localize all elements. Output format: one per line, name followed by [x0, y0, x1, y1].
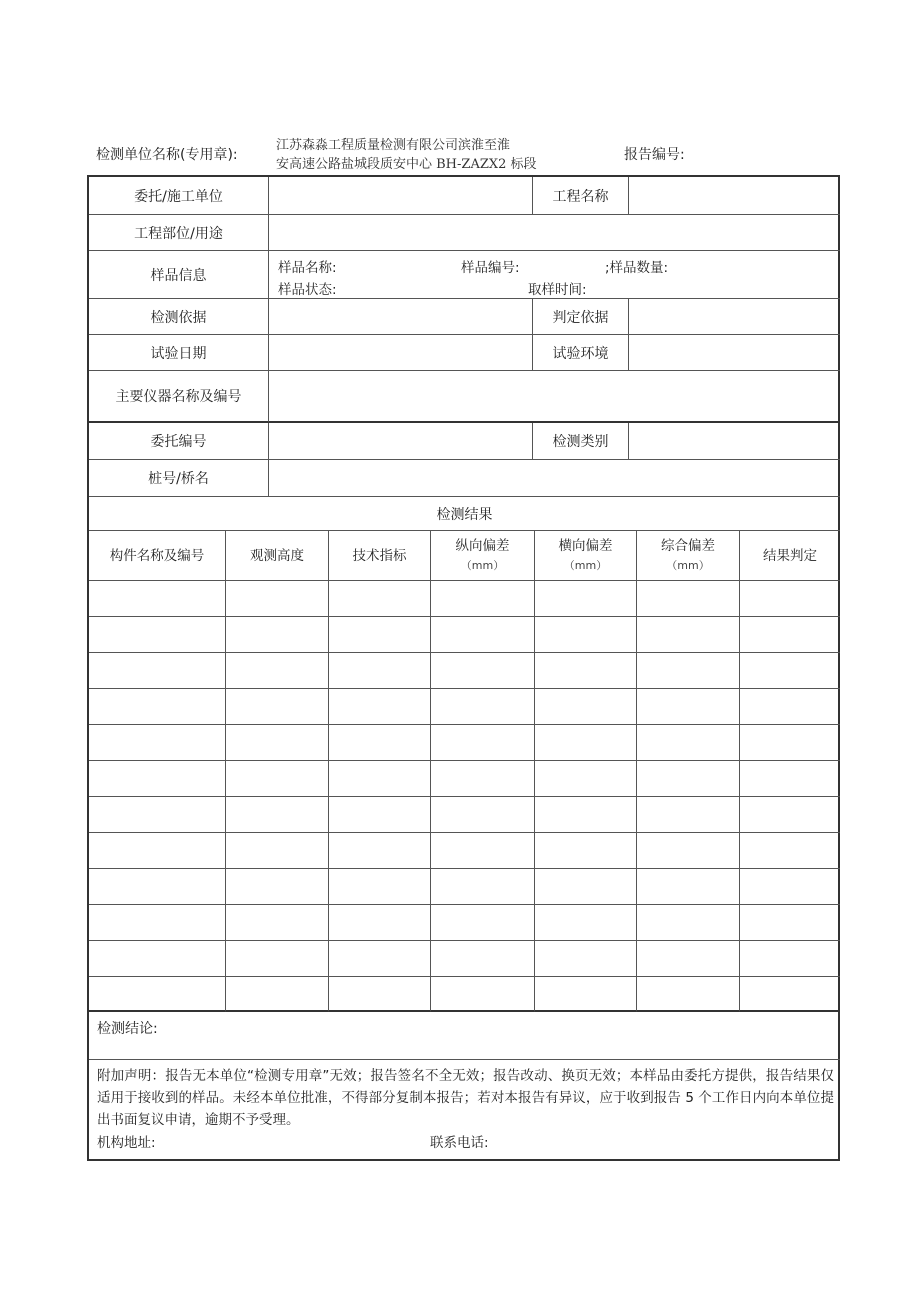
results-cell[interactable] — [535, 689, 637, 725]
results-cell[interactable] — [431, 653, 535, 689]
test-env-value[interactable] — [629, 335, 840, 371]
results-cell[interactable] — [637, 689, 740, 725]
declaration-block — [89, 1065, 840, 1157]
results-cell[interactable] — [535, 725, 637, 761]
results-cell[interactable] — [431, 797, 535, 833]
results-cell[interactable] — [535, 869, 637, 905]
test-basis-label: 检测依据 — [89, 299, 269, 335]
results-cell[interactable] — [329, 725, 431, 761]
results-cell[interactable] — [89, 941, 226, 977]
instrument-label: 主要仪器名称及编号 — [89, 371, 269, 423]
instrument-value[interactable] — [269, 371, 840, 423]
results-cell[interactable] — [226, 581, 329, 617]
results-cell[interactable] — [226, 977, 329, 1012]
results-cell[interactable] — [740, 941, 840, 977]
results-cell[interactable] — [431, 617, 535, 653]
column-name: 技术指标 — [352, 547, 407, 564]
results-cell[interactable] — [329, 617, 431, 653]
test-env-label: 试验环境 — [533, 335, 629, 371]
results-title: 检测结果 — [89, 497, 840, 531]
results-cell[interactable] — [535, 905, 637, 941]
client-value[interactable] — [269, 177, 533, 215]
results-cell[interactable] — [637, 797, 740, 833]
test-date-label: 试验日期 — [89, 335, 269, 371]
results-cell[interactable] — [431, 977, 535, 1012]
results-cell[interactable] — [637, 725, 740, 761]
results-cell[interactable] — [329, 653, 431, 689]
results-cell[interactable] — [535, 797, 637, 833]
results-cell[interactable] — [637, 941, 740, 977]
results-cell[interactable] — [89, 833, 226, 869]
sample-info-label: 样品信息 — [89, 251, 269, 299]
results-cell[interactable] — [431, 689, 535, 725]
address-label: 机构地址: — [97, 1135, 156, 1151]
results-cell[interactable] — [740, 617, 840, 653]
test-basis-value[interactable] — [269, 299, 533, 335]
column-name: 结果判定 — [763, 547, 817, 564]
results-cell[interactable] — [740, 833, 840, 869]
results-cell[interactable] — [637, 977, 740, 1012]
results-cell[interactable] — [89, 869, 226, 905]
results-cell[interactable] — [89, 797, 226, 833]
results-cell[interactable] — [431, 905, 535, 941]
sample-info-value[interactable] — [269, 251, 840, 299]
results-cell[interactable] — [637, 833, 740, 869]
results-cell[interactable] — [740, 581, 840, 617]
judge-basis-value[interactable] — [629, 299, 840, 335]
results-cell[interactable] — [89, 689, 226, 725]
results-cell[interactable] — [226, 869, 329, 905]
results-cell[interactable] — [535, 653, 637, 689]
org-name-line1: 江苏森淼工程质量检测有限公司滨淮至淮 — [276, 138, 511, 153]
column-name: 横向偏差 — [558, 537, 613, 554]
results-cell[interactable] — [535, 617, 637, 653]
results-cell[interactable] — [431, 941, 535, 977]
pile-value[interactable] — [269, 460, 840, 497]
results-cell[interactable] — [226, 653, 329, 689]
results-cell[interactable] — [226, 761, 329, 797]
results-cell[interactable] — [431, 761, 535, 797]
conclusion-label: 检测结论: — [97, 1021, 158, 1037]
results-column-header — [89, 531, 226, 581]
results-cell[interactable] — [329, 689, 431, 725]
results-cell[interactable] — [226, 617, 329, 653]
results-cell[interactable] — [535, 977, 637, 1012]
unit-name-label: 检测单位名称(专用章): — [96, 147, 238, 163]
sample-state-label: 样品状态: — [278, 282, 337, 298]
client-label: 委托/施工单位 — [89, 177, 269, 215]
results-cell[interactable] — [226, 905, 329, 941]
commission-no-value[interactable] — [269, 423, 533, 460]
results-cell[interactable] — [226, 689, 329, 725]
results-cell[interactable] — [226, 797, 329, 833]
phone-label: 联系电话: — [430, 1135, 489, 1151]
report-form — [87, 175, 840, 1161]
declaration-text: 附加声明：报告无本单位“检测专用章”无效；报告签名不全无效；报告改动、换页无效；本样品由委托方提供，报告结果仅适用于接收到的样品。未经本单位批准，不得部分复制本报告；若对本报告有异议，应于收到报告 5 个工作日内向本单位提出书面复议申请，逾期不予受理。 — [97, 1068, 834, 1128]
sample-no-label: 样品编号: — [461, 260, 520, 276]
results-column-header — [226, 531, 329, 581]
results-column-header — [431, 531, 535, 581]
test-type-value[interactable] — [629, 423, 840, 460]
results-cell[interactable] — [740, 761, 840, 797]
results-cell[interactable] — [89, 977, 226, 1012]
results-cell[interactable] — [329, 833, 431, 869]
results-cell[interactable] — [740, 977, 840, 1012]
pile-label: 桩号/桥名 — [89, 460, 269, 497]
results-cell[interactable] — [535, 833, 637, 869]
column-unit: （mm） — [563, 558, 608, 572]
part-value[interactable] — [269, 215, 840, 251]
results-cell[interactable] — [226, 941, 329, 977]
results-cell[interactable] — [89, 617, 226, 653]
results-cell[interactable] — [89, 905, 226, 941]
results-cell[interactable] — [637, 581, 740, 617]
sample-qty-label: ;样品数量: — [605, 260, 669, 276]
results-cell[interactable] — [329, 869, 431, 905]
org-name-line2: 安高速公路盐城段质安中心 BH-ZAZX2 标段 — [276, 157, 537, 172]
commission-no-label: 委托编号 — [89, 423, 269, 460]
results-cell[interactable] — [535, 581, 637, 617]
results-cell[interactable] — [226, 725, 329, 761]
test-date-value[interactable] — [269, 335, 533, 371]
results-column-header — [740, 531, 840, 581]
results-cell[interactable] — [740, 653, 840, 689]
results-cell[interactable] — [740, 797, 840, 833]
results-cell[interactable] — [637, 617, 740, 653]
results-cell[interactable] — [89, 581, 226, 617]
results-cell[interactable] — [637, 761, 740, 797]
org-name — [276, 136, 596, 174]
part-label: 工程部位/用途 — [89, 215, 269, 251]
results-column-header — [637, 531, 740, 581]
results-cell[interactable] — [431, 581, 535, 617]
report-number-label: 报告编号: — [624, 147, 685, 163]
column-name: 观测高度 — [250, 547, 304, 564]
column-name: 构件名称及编号 — [109, 547, 205, 564]
results-cell[interactable] — [637, 653, 740, 689]
results-cell[interactable] — [329, 941, 431, 977]
column-name: 纵向偏差 — [455, 537, 510, 554]
results-cell[interactable] — [329, 905, 431, 941]
sample-name-label: 样品名称: — [278, 260, 337, 276]
results-cell[interactable] — [329, 581, 431, 617]
results-cell[interactable] — [329, 797, 431, 833]
results-cell[interactable] — [329, 977, 431, 1012]
results-cell[interactable] — [637, 869, 740, 905]
column-name: 综合偏差 — [661, 537, 715, 554]
results-cell[interactable] — [329, 761, 431, 797]
judge-basis-label: 判定依据 — [533, 299, 629, 335]
results-column-header — [535, 531, 637, 581]
results-cell[interactable] — [637, 905, 740, 941]
sampling-time-label: 取样时间: — [528, 282, 587, 298]
results-cell[interactable] — [226, 833, 329, 869]
results-cell[interactable] — [535, 761, 637, 797]
results-column-header — [329, 531, 431, 581]
results-cell[interactable] — [431, 869, 535, 905]
results-cell[interactable] — [535, 941, 637, 977]
test-type-label: 检测类别 — [533, 423, 629, 460]
results-cell[interactable] — [89, 725, 226, 761]
results-cell[interactable] — [431, 833, 535, 869]
project-name-label: 工程名称 — [533, 177, 629, 215]
results-cell[interactable] — [89, 761, 226, 797]
results-cell[interactable] — [740, 869, 840, 905]
project-name-value[interactable] — [629, 177, 840, 215]
results-cell[interactable] — [431, 725, 535, 761]
column-unit: （mm） — [460, 558, 505, 572]
results-cell[interactable] — [740, 689, 840, 725]
conclusion-row[interactable] — [89, 1012, 840, 1060]
results-cell[interactable] — [740, 725, 840, 761]
results-cell[interactable] — [89, 653, 226, 689]
results-cell[interactable] — [740, 905, 840, 941]
column-unit: （mm） — [666, 558, 710, 572]
